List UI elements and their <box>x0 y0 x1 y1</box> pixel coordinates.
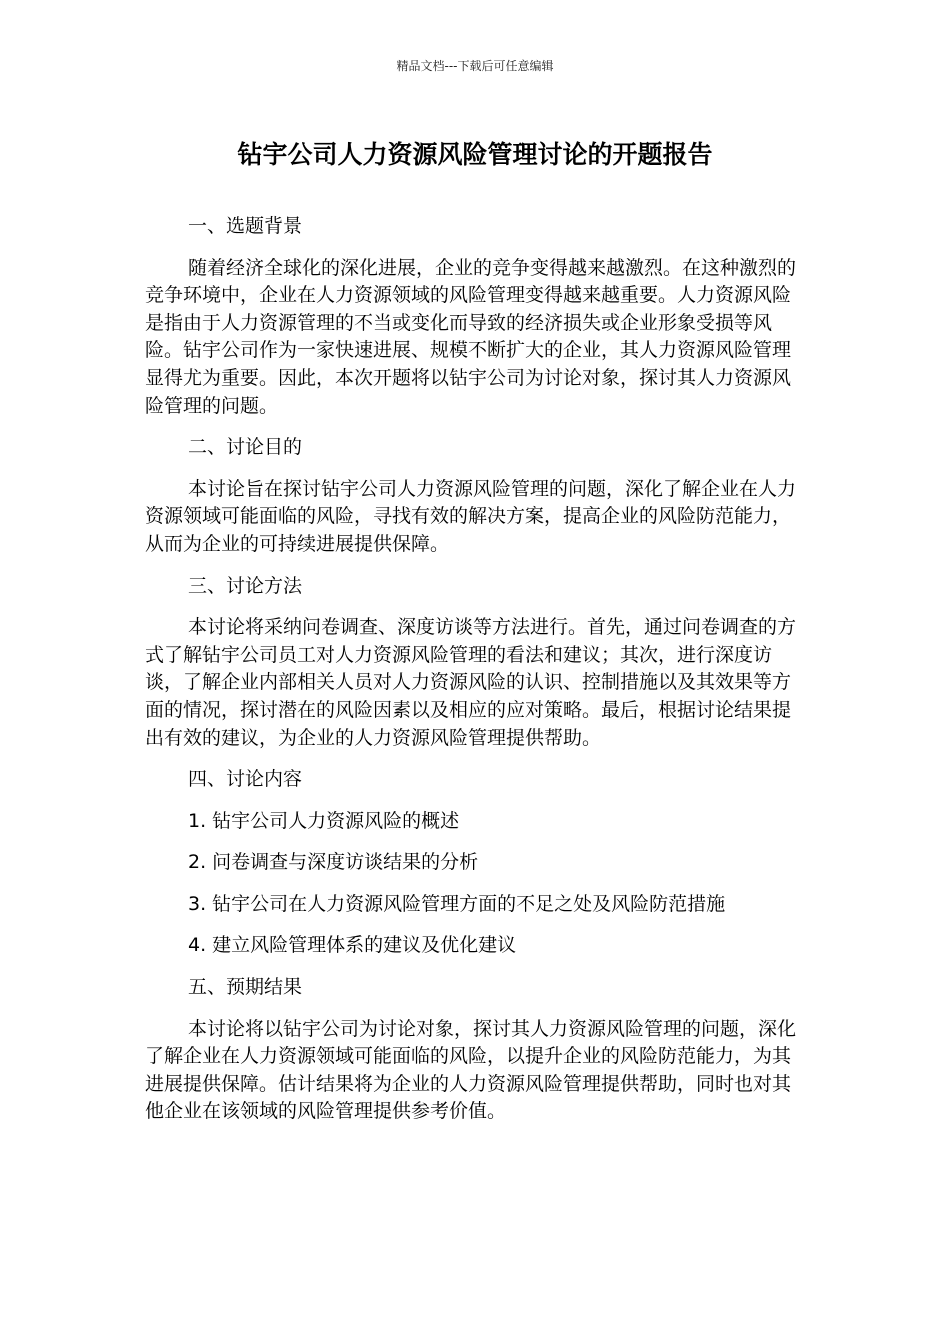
section-paragraph-purpose: 本讨论旨在探讨钻宇公司人力资源风险管理的问题，深化了解企业在人力资源领域可能面临的风险，寻找有效的解决方案，提高企业的风险防范能力，从而为企业的可持续进展提供保障。 <box>145 477 797 555</box>
section-heading-method: 三、讨论方法 <box>188 574 303 597</box>
list-item: 3. 钻宇公司在人力资源风险管理方面的不足之处及风险防范措施 <box>188 892 726 915</box>
header-note: 精品文档---下载后可任意编辑 <box>396 59 554 73</box>
section-paragraph-background: 随着经济全球化的深化进展，企业的竞争变得越来越激烈。在这种激烈的竞争环境中，企业在人力资源领域的风险管理变得越来越重要。人力资源风险是指由于人力资源管理的不当或变化而导致的经济损失或企业形象受损等风险。钻宇公司作为一家快速进展、规模不断扩大的企业，其人力资源风险管理显得尤为重要。因此，本次开题将以钻宇公司为讨论对象，探讨其人力资源风险管理的问题。 <box>145 256 797 417</box>
section-paragraph-method: 本讨论将采纳问卷调查、深度访谈等方法进行。首先，通过问卷调查的方式了解钻宇公司员工对人力资源风险管理的看法和建议；其次，进行深度访谈，了解企业内部相关人员对人力资源风险的认识、控制措施以及其效果等方面的情况，探讨潜在的风险因素以及相应的应对策略。最后，根据讨论结果提出有效的建议，为企业的人力资源风险管理提供帮助。 <box>145 616 797 749</box>
section-heading-expected-results: 五、预期结果 <box>188 976 303 999</box>
section-heading-background: 一、选题背景 <box>188 215 303 237</box>
section-paragraph-expected-results: 本讨论将以钻宇公司为讨论对象，探讨其人力资源风险管理的问题，深化了解企业在人力资源领域可能面临的风险，以提升企业的风险防范能力，为其进展提供保障。估计结果将为企业的人力资源风险管理提供帮助，同时也对其他企业在该领域的风险管理提供参考价值。 <box>145 1017 797 1123</box>
list-item: 4. 建立风险管理体系的建议及优化建议 <box>188 934 517 957</box>
section-heading-purpose: 二、讨论目的 <box>188 436 303 459</box>
section-heading-content: 四、讨论内容 <box>188 768 303 791</box>
document-title: 钻宇公司人力资源风险管理讨论的开题报告 <box>237 140 713 169</box>
list-item: 2. 问卷调查与深度访谈结果的分析 <box>188 851 479 874</box>
list-item: 1. 钻宇公司人力资源风险的概述 <box>188 809 460 832</box>
document-body <box>145 213 805 1140</box>
